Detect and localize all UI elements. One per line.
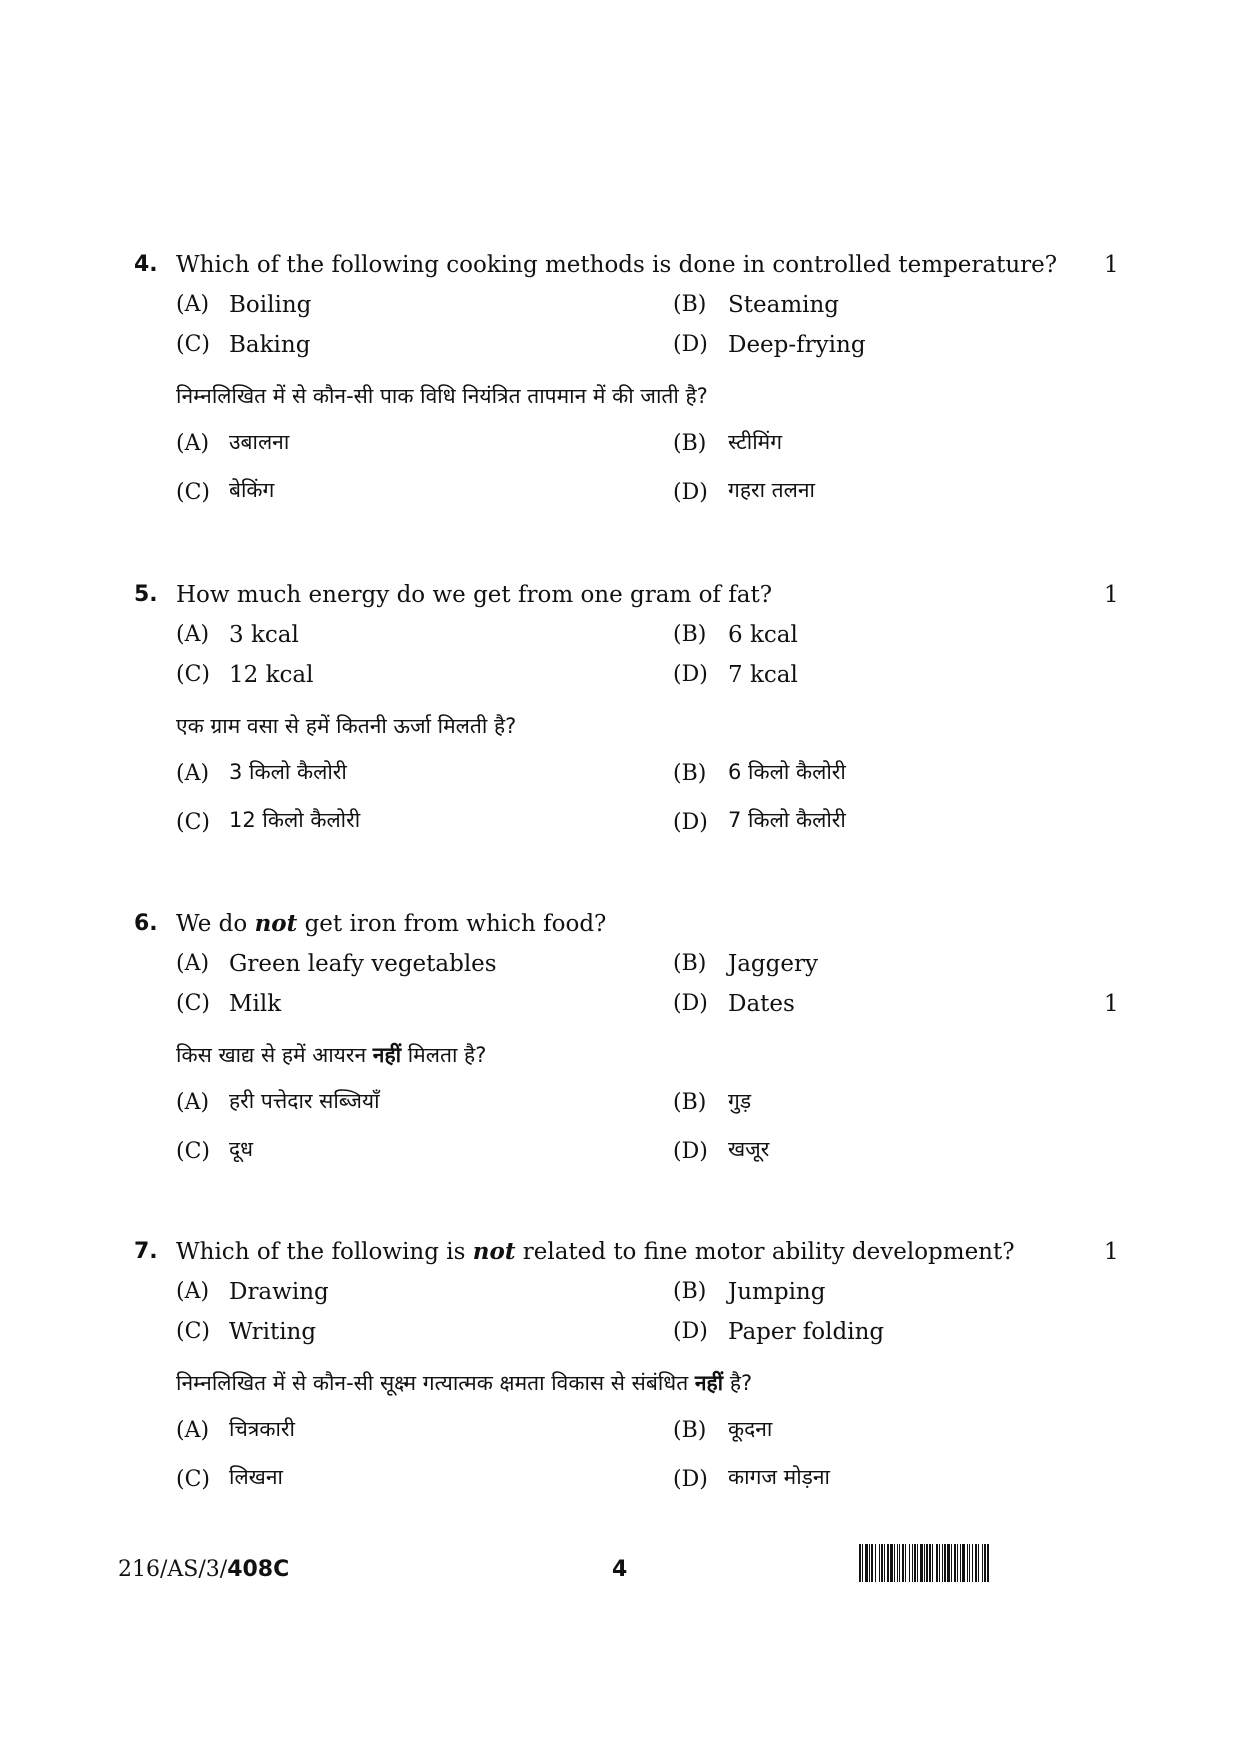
question-stem-en: We do not get iron from which food? (176, 910, 607, 937)
option-label: (D) (673, 480, 708, 505)
option-text: गहरा तलना (728, 478, 815, 502)
option-text: Writing (229, 1319, 317, 1345)
option-text: Jaggery (728, 951, 818, 977)
option-label: (B) (673, 1418, 707, 1443)
option-label: (B) (673, 1279, 707, 1304)
option-label: (A) (176, 292, 210, 317)
question-number: 4. (134, 252, 158, 277)
question-stem-en: How much energy do we get from one gram of fat? (176, 582, 773, 608)
emphasis-not: not (472, 1238, 516, 1265)
option-label: (D) (673, 332, 708, 357)
option-text: Drawing (229, 1279, 329, 1305)
option-label: (D) (673, 1467, 708, 1492)
option-text: 3 kcal (229, 622, 299, 648)
option-text: Steaming (728, 292, 840, 318)
option-label: (C) (176, 810, 210, 835)
option-text: Dates (728, 991, 795, 1017)
option-label: (A) (176, 1090, 210, 1115)
marks: 1 (1104, 252, 1119, 278)
option-label: (B) (673, 951, 707, 976)
question-stem-en: Which of the following cooking methods is done in controlled temperature? (176, 252, 1058, 278)
question-number: 6. (134, 911, 158, 936)
option-label: (C) (176, 480, 210, 505)
option-text: 3 किलो कैलोरी (229, 760, 347, 784)
question-stem-hi: किस खाद्य से हमें आयरन नहीं मिलता है? (176, 1043, 487, 1067)
barcode-icon (859, 1544, 1117, 1582)
option-label: (C) (176, 1139, 210, 1164)
option-label: (C) (176, 662, 210, 687)
option-text: खजूर (728, 1137, 770, 1161)
option-text: कूदना (728, 1417, 773, 1441)
option-label: (B) (673, 622, 707, 647)
option-text: 12 किलो कैलोरी (229, 808, 361, 832)
option-text: Jumping (728, 1279, 826, 1305)
question-stem-hi: निम्नलिखित में से कौन-सी सूक्ष्म गत्यात्मक क्षमता विकास से संबंधित नहीं है? (176, 1371, 753, 1395)
option-label: (D) (673, 810, 708, 835)
option-label: (A) (176, 951, 210, 976)
option-text: Boiling (229, 292, 312, 318)
option-text: बेकिंग (229, 478, 275, 502)
option-label: (C) (176, 332, 210, 357)
question-stem-hi: एक ग्राम वसा से हमें कितनी ऊर्जा मिलती है? (176, 714, 517, 738)
option-text: दूध (229, 1137, 254, 1161)
emphasis-nahin: नहीं (372, 1043, 402, 1067)
option-text: 6 किलो कैलोरी (728, 760, 846, 784)
option-text: गुड़ (728, 1089, 752, 1113)
option-label: (B) (673, 292, 707, 317)
marks: 1 (1104, 991, 1119, 1017)
paper-code: 216/AS/3/408C (118, 1557, 290, 1582)
option-label: (D) (673, 662, 708, 687)
emphasis-nahin: नहीं (694, 1371, 724, 1395)
question-stem-hi: निम्नलिखित में से कौन-सी पाक विधि नियंत्रित तापमान में की जाती है? (176, 384, 708, 408)
option-text: हरी पत्तेदार सब्जियाँ (229, 1089, 380, 1113)
question-number: 7. (134, 1239, 158, 1264)
question-number: 5. (134, 582, 158, 607)
option-text: Deep-frying (728, 332, 866, 358)
option-text: Milk (229, 991, 282, 1017)
option-label: (A) (176, 622, 210, 647)
marks: 1 (1104, 1239, 1119, 1265)
option-label: (B) (673, 1090, 707, 1115)
option-text: Baking (229, 332, 311, 358)
option-text: Green leafy vegetables (229, 951, 497, 977)
option-text: 7 kcal (728, 662, 798, 688)
option-label: (A) (176, 761, 210, 786)
option-label: (B) (673, 431, 707, 456)
option-text: 7 किलो कैलोरी (728, 808, 846, 832)
question-stem-en: Which of the following is not related to fine motor ability development? (176, 1238, 1015, 1265)
option-text: कागज मोड़ना (728, 1465, 830, 1489)
option-label: (B) (673, 761, 707, 786)
marks: 1 (1104, 582, 1119, 608)
option-text: चित्रकारी (229, 1417, 295, 1441)
emphasis-not: not (254, 910, 298, 937)
option-label: (C) (176, 1467, 210, 1492)
option-text: Paper folding (728, 1319, 885, 1345)
option-text: उबालना (229, 430, 290, 454)
option-label: (A) (176, 1418, 210, 1443)
option-text: लिखना (229, 1465, 283, 1489)
option-label: (D) (673, 991, 708, 1016)
option-label: (D) (673, 1319, 708, 1344)
option-text: 12 kcal (229, 662, 314, 688)
option-label: (C) (176, 1319, 210, 1344)
option-label: (D) (673, 1139, 708, 1164)
option-text: 6 kcal (728, 622, 798, 648)
option-label: (C) (176, 991, 210, 1016)
option-label: (A) (176, 431, 210, 456)
option-label: (A) (176, 1279, 210, 1304)
page-number: 4 (612, 1557, 628, 1582)
option-text: स्टीमिंग (728, 430, 783, 454)
